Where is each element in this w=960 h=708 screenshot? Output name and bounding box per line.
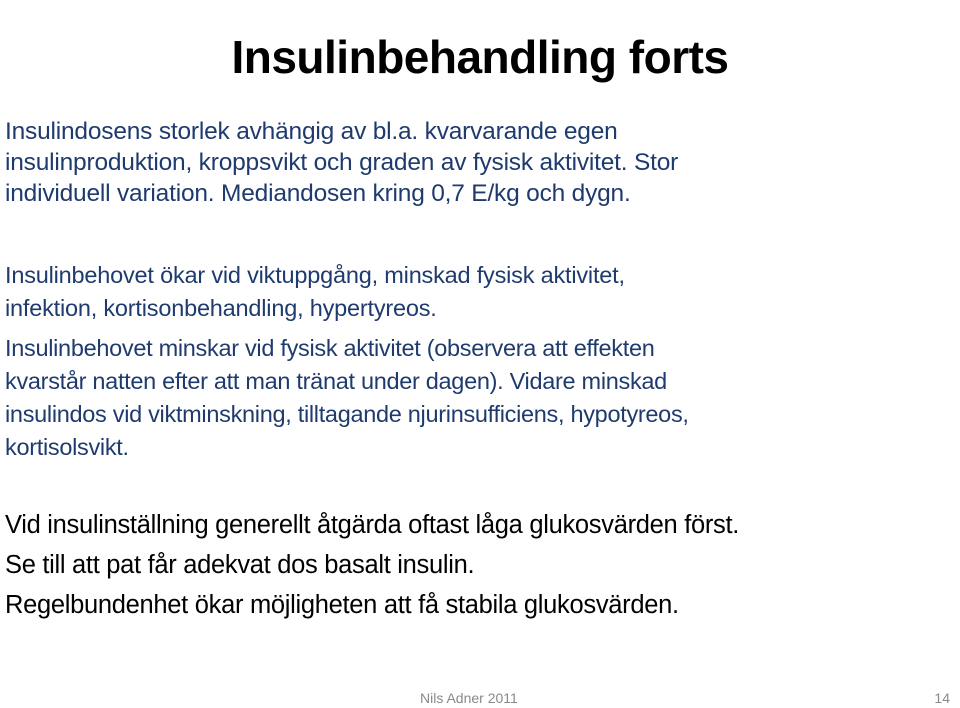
advice-line: Regelbundenhet ökar möjligheten att få stabila glukosvärden. (5, 591, 679, 619)
advice-line: Vid insulinställning generellt åtgärda oftast låga glukosvärden först. (5, 511, 740, 539)
footer-author: Nils Adner 2011 (420, 690, 518, 706)
page-number: 14 (934, 690, 950, 706)
increase-line: infektion, kortisonbehandling, hypertyreos. (5, 295, 437, 321)
decrease-line: Insulinbehovet minskar vid fysisk aktivitet (observera att effekten (5, 335, 655, 361)
dose-line: individuell variation. Mediandosen kring 0,7 E/kg och dygn. (5, 180, 631, 207)
slide-title: Insulinbehandling forts (231, 30, 729, 83)
decrease-line: kortisolsvikt. (5, 434, 129, 460)
dose-paragraph (5, 116, 950, 209)
advice-paragraph (5, 505, 950, 625)
decrease-line: kvarstår natten efter att man tränat under dagen). Vidare minskad (5, 368, 667, 394)
dose-line: Insulindosens storlek avhängig av bl.a. kvarvarande egen (5, 118, 618, 145)
advice-line: Se till att pat får adekvat dos basalt insulin. (5, 551, 475, 579)
decrease-paragraph (5, 332, 950, 464)
increase-line: Insulinbehovet ökar vid viktuppgång, minskad fysisk aktivitet, (5, 262, 625, 288)
increase-paragraph (5, 259, 950, 325)
decrease-line: insulindos vid viktminskning, tilltagande njurinsufficiens, hypotyreos, (5, 401, 689, 427)
dose-line: insulinproduktion, kroppsvikt och graden av fysisk aktivitet. Stor (5, 149, 679, 176)
